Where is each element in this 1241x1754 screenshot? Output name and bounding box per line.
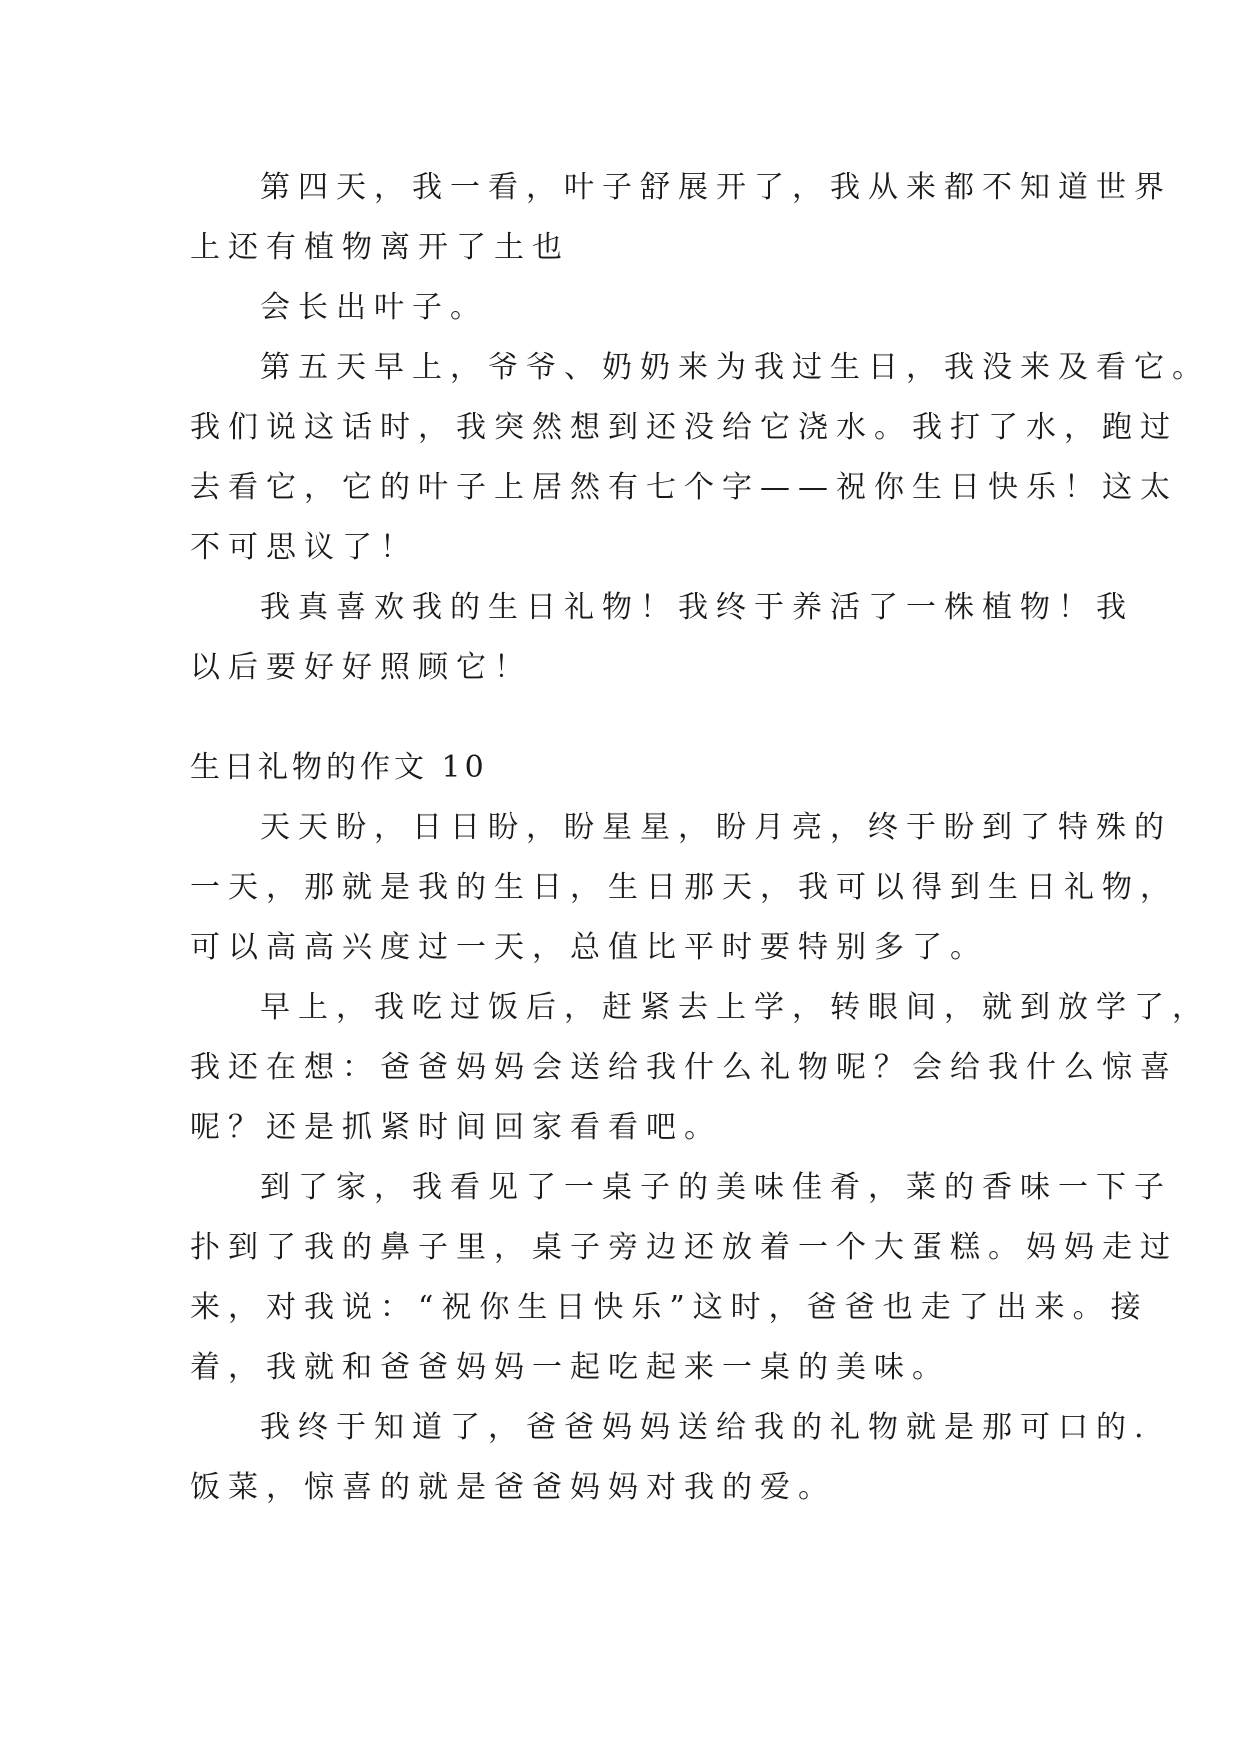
text-line: 饭菜，惊喜的就是爸爸妈妈对我的爱。 xyxy=(190,1470,836,1505)
text-line: 我们说这话时，我突然想到还没给它浇水。我打了水，跑过 xyxy=(190,410,1178,445)
text-line: 早上，我吃过饭后，赶紧去上学，转眼间，就到放学了， xyxy=(260,990,1210,1025)
text-line: 会长出叶子。 xyxy=(260,290,488,325)
text-line: 到了家，我看见了一桌子的美味佳肴，菜的香味一下子 xyxy=(260,1170,1172,1205)
text-line: 不可思议了！ xyxy=(190,530,418,565)
text-line: 来，对我说：“祝你生日快乐”这时，爸爸也走了出来。接 xyxy=(190,1290,1149,1325)
text-line: 天天盼，日日盼，盼星星，盼月亮，终于盼到了特殊的 xyxy=(260,810,1172,845)
text-line: 呢？还是抓紧时间回家看看吧。 xyxy=(190,1110,722,1145)
text-line: 我终于知道了，爸爸妈妈送给我的礼物就是那可口的. xyxy=(260,1410,1152,1445)
text-line: 去看它，它的叶子上居然有七个字——祝你生日快乐！这太 xyxy=(190,470,1178,505)
text-line: 以后要好好照顾它！ xyxy=(190,650,532,685)
text-line: 第四天，我一看，叶子舒展开了，我从来都不知道世界 xyxy=(260,170,1172,205)
text-line: 我真喜欢我的生日礼物！我终于养活了一株植物！我 xyxy=(260,590,1134,625)
section-gap xyxy=(190,698,1060,738)
document-body xyxy=(190,158,1210,1518)
text-line: 可以高高兴度过一天，总值比平时要特别多了。 xyxy=(190,930,988,965)
text-line: 上还有植物离开了土也 xyxy=(190,230,570,265)
text-line: 一天，那就是我的生日，生日那天，我可以得到生日礼物， xyxy=(190,870,1178,905)
text-line: 我还在想：爸爸妈妈会送给我什么礼物呢？会给我什么惊喜 xyxy=(190,1050,1178,1085)
text-line: 第五天早上，爷爷、奶奶来为我过生日，我没来及看它。 xyxy=(260,350,1210,385)
section-heading: 生日礼物的作文 10 xyxy=(190,750,488,785)
text-line: 着，我就和爸爸妈妈一起吃起来一桌的美味。 xyxy=(190,1350,950,1385)
text-line: 扑到了我的鼻子里，桌子旁边还放着一个大蛋糕。妈妈走过 xyxy=(190,1230,1178,1265)
